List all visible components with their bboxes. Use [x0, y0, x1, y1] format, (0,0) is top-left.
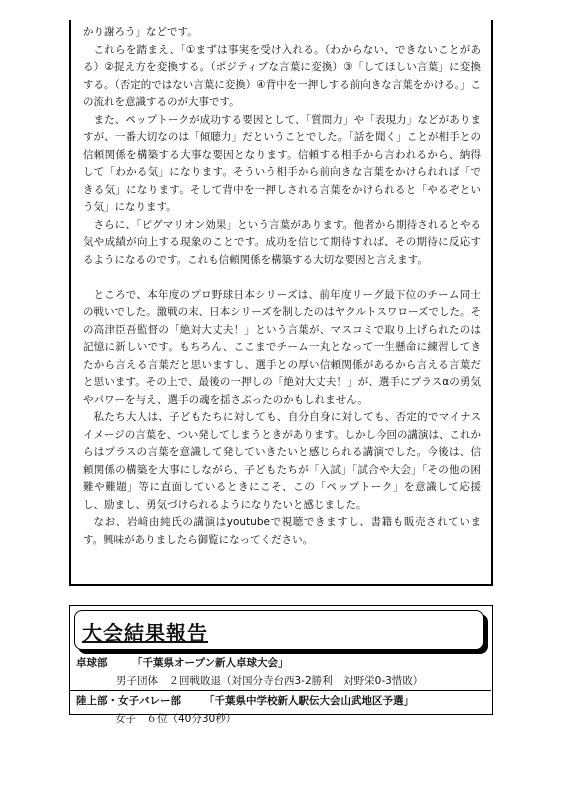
result-club-2: 陸上部・女子バレー部 — [76, 695, 181, 707]
article-paragraph-6: 私たち大人は、子どもたちに対しても、自分自身に対しても、否定的でマイナスイメージの言葉を、つい発してしまうときがあります。しかし今回の講演は、これからはプラスの言葉を意識して発していきたいと感じられる講演でした。今後は、信頼関係の構築を大事にしながら、子どもたちが「入試」「試合や大会」「その他の困難や難題」等に直面しているときにこそ、この「ペップトーク」を意識して応援し、励まし、勇気づけられるようになりたいと感じました。 — [83, 411, 481, 511]
article-box — [69, 20, 493, 586]
results-divider — [70, 690, 491, 691]
article-paragraph-7: なお、岩﨑由純氏の講演はyoutubeで視聴できますし、書籍も販売されています。興味がありましたら御覧になってください。 — [83, 516, 481, 546]
result-detail-1: 男子団体 ２回戦敗退（対国分寺台西3-2勝利 対野栄0-3惜敗） — [116, 675, 424, 687]
results-title-banner — [74, 610, 488, 654]
title-frame — [74, 610, 484, 650]
article-paragraph-4: さらに、「ピグマリオン効果」という言葉があります。他者から期待されるとやる気や成績が向上する現象のことです。成功を信じて期待すれば、その期待に反応するようになるのです。これも信頼関係を構築する大切な要因と言えます。 — [83, 218, 481, 266]
article-paragraph-5: ところで、本年度のプロ野球日本シリーズは、前年度リーグ最下位のチーム同士の戦いでした。激戦の末、日本シリーズを制したのはヤクルトスワローズでした。その高津臣吾監督の「絶対大丈夫！」という言葉が、マスコミで取り上げられたのは記憶に新しいです。もちろん、ここまでチーム一丸となって一生懸命に練習してきたから言える言葉だと思いますし、選手との厚い信頼関係があるから言える言葉だと思います。その上で、最後の一押しの「絶対大丈夫！」が、選手にプラスαの勇気やパワーを与え、選手の魂を揺さぶったのかもしれません。 — [83, 288, 481, 406]
results-title: 大会結果報告 — [82, 621, 208, 645]
result-club-1: 卓球部 — [76, 657, 108, 669]
paragraph-spacer — [83, 269, 481, 287]
article-paragraph-3: また、ペップトークが成功する要因として、「質問力」や「表現力」などがありますが、一番大切なのは「傾聴力」だということでした。「話を聞く」ことが相手との信頼関係を構築する大事な要因となります。信頼する相手から言われるから、納得して「わかる気」になります。そういう相手から前向きな言葉をかけられれば「できる気」になります。そして背中を一押しされる言葉をかけられると「やるぞという気」になります。 — [83, 113, 481, 213]
result-event-2: 「千葉県中学校新人駅伝大会山武地区予選」 — [204, 695, 414, 707]
results-box — [69, 605, 493, 715]
result-event-1: 「千葉県オープン新人卓球大会」 — [132, 657, 289, 669]
article-paragraph-2: これらを踏まえ、「①まずは事実を受け入れる。（わからない、できないことがある）②捉え方を変換する。（ポジティブな言葉に変換）③「してほしい言葉」に変換する。（否定的ではない言葉に変換）④背中を一押しする前向きな言葉をかける。」この流れを意識するのが大事です。 — [83, 43, 481, 108]
result-detail-2: 女子 ６位（40分30秒） — [115, 713, 237, 725]
article-paragraph-1: かり謝ろう」などです。 — [83, 26, 198, 38]
